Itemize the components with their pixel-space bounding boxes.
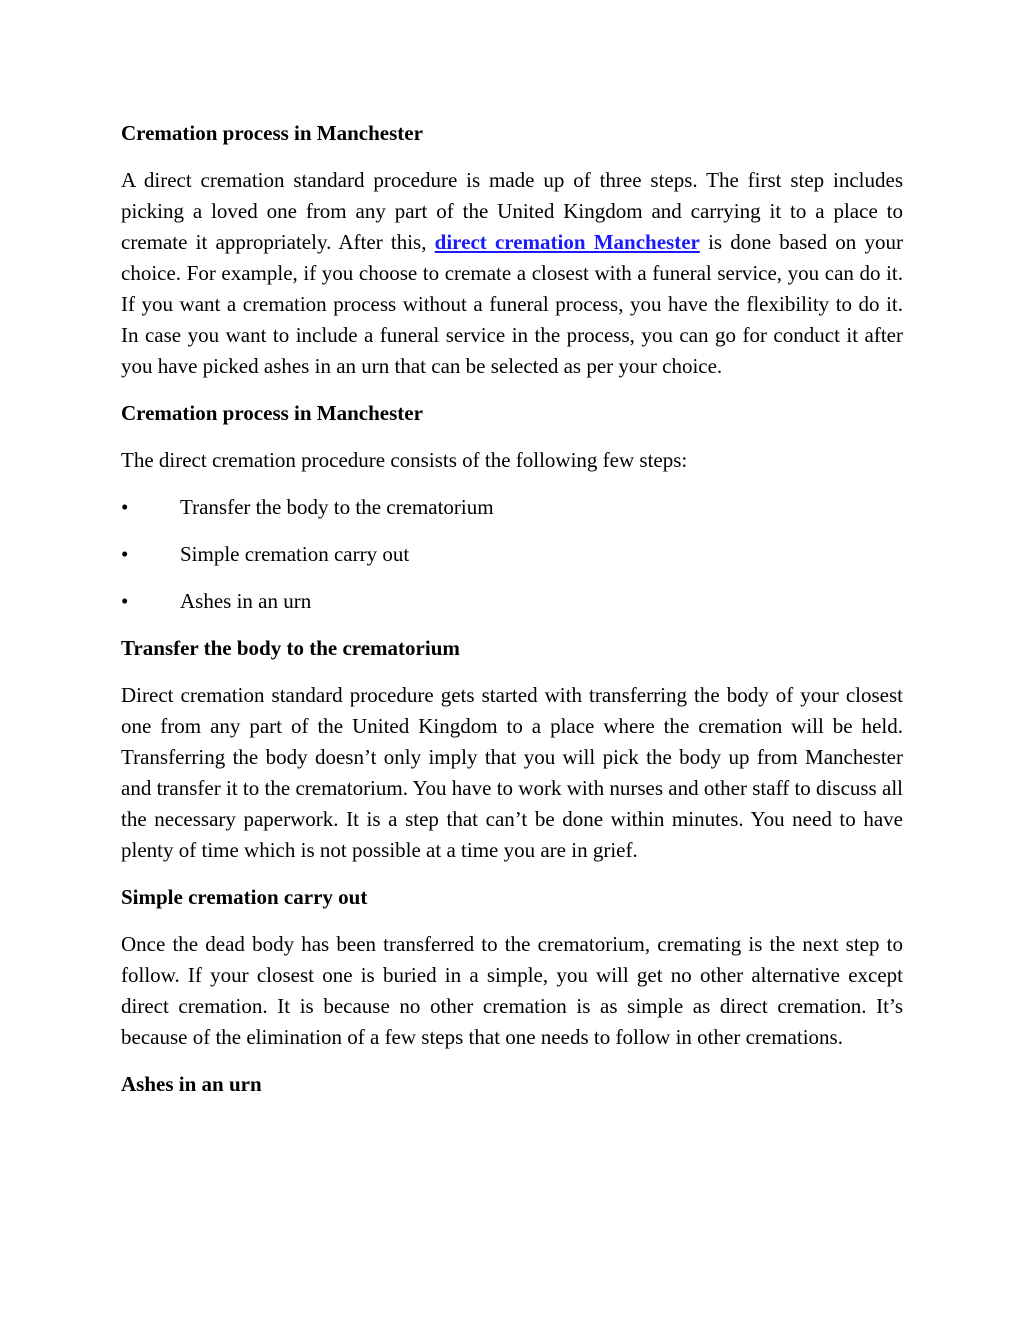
intro-paragraph [121,165,903,382]
section-heading-ashes-urn: Ashes in an urn [121,1072,262,1096]
section-heading-transfer-body: Transfer the body to the crematorium [121,636,460,660]
steps-list [121,492,903,617]
simple-cremation-paragraph: Once the dead body has been transferred to the crematorium, cremating is the next step to follow. If your closest one is buried in a simple, you will get no other alternative except direct cremation. It is because no other cremation is as simple as direct cremation. It’s because of the elimination of a few steps that one needs to follow in other cremations. [121,932,903,1049]
steps-intro: The direct cremation procedure consists of the following few steps: [121,448,688,472]
list-item-text: Ashes in an urn [180,589,312,613]
intro-text-after-link: is done based on your choice. For example, if you choose to cremate a closest with a funeral service, you can do it. If you want a cremation process without a funeral process, you have the flexibility to do it. In case you want to include a funeral service in the process, you can go for conduct it after you have picked ashes in an urn that can be selected as per your choice. [121,230,903,378]
bullet-icon: • [121,542,129,566]
document-page [121,118,903,1100]
list-item [121,586,903,617]
intro-text-before-link: A direct cremation standard procedure is made up of three steps. The first step includes picking a loved one from any part of the United Kingdom and carrying it to a place to cremate it appropriately. After this, [121,168,903,254]
bullet-icon: • [121,495,129,519]
list-item-text: Simple cremation carry out [180,542,410,566]
list-item [121,539,903,570]
list-item [121,492,903,523]
bullet-icon: • [121,589,129,613]
direct-cremation-manchester-link[interactable]: direct cremation Manchester [434,230,700,254]
section-heading-cremation-process-2: Cremation process in Manchester [121,401,423,425]
section-heading-cremation-process: Cremation process in Manchester [121,121,423,145]
transfer-body-paragraph: Direct cremation standard procedure gets started with transferring the body of your closest one from any part of the United Kingdom to a place where the cremation will be held. Transferring the body doesn’t only imply that you will pick the body up from Manchester and transfer it to the crematorium. You have to work with nurses and other staff to discuss all the necessary paperwork. It is a step that can’t be done within minutes. You need to have plenty of time which is not possible at a time you are in grief. [121,683,903,862]
list-item-text: Transfer the body to the crematorium [180,495,494,519]
section-heading-simple-cremation: Simple cremation carry out [121,885,368,909]
